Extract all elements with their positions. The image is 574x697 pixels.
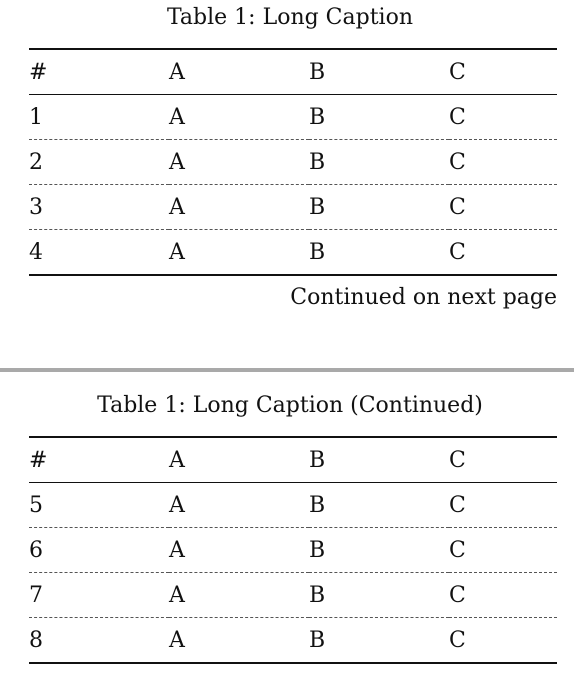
column-header-b: B: [309, 59, 326, 85]
table-caption: Table 1: Long Caption: [166, 5, 414, 30]
cell-number: 2: [29, 149, 43, 175]
cell-b: B: [309, 582, 326, 608]
table-row: [29, 483, 557, 528]
cell-a: A: [169, 239, 185, 265]
cell-c: C: [449, 104, 466, 130]
cell-a: A: [169, 627, 185, 653]
cell-b: B: [309, 239, 326, 265]
cell-number: 7: [29, 582, 43, 608]
cell-a: A: [169, 582, 185, 608]
cell-c: C: [449, 194, 466, 220]
cell-number: 6: [29, 537, 43, 563]
cell-c: C: [449, 239, 466, 265]
table-row: [29, 618, 557, 664]
column-header-number: #: [29, 447, 48, 473]
cell-number: 1: [29, 104, 43, 130]
cell-b: B: [309, 492, 326, 518]
table-row: [29, 230, 557, 276]
table-row: [29, 95, 557, 140]
cell-c: C: [449, 582, 466, 608]
data-table: [29, 436, 557, 664]
cell-b: B: [309, 104, 326, 130]
data-table: [29, 48, 557, 276]
column-header-b: B: [309, 447, 326, 473]
table-row: [29, 140, 557, 185]
table-row: [29, 528, 557, 573]
cell-number: 3: [29, 194, 43, 220]
cell-b: B: [309, 627, 326, 653]
column-header-c: C: [449, 59, 466, 85]
cell-c: C: [449, 149, 466, 175]
cell-b: B: [309, 537, 326, 563]
cell-number: 4: [29, 239, 43, 265]
page-2: [0, 372, 574, 697]
continued-note: Continued on next page: [290, 285, 557, 310]
cell-a: A: [169, 104, 185, 130]
cell-b: B: [309, 194, 326, 220]
column-header-number: #: [29, 59, 48, 85]
column-header-a: A: [169, 59, 185, 85]
cell-number: 5: [29, 492, 43, 518]
cell-c: C: [449, 492, 466, 518]
column-header-c: C: [449, 447, 466, 473]
cell-c: C: [449, 537, 466, 563]
table-row: [29, 573, 557, 618]
cell-c: C: [449, 627, 466, 653]
cell-a: A: [169, 492, 185, 518]
cell-a: A: [169, 537, 185, 563]
table-caption: Table 1: Long Caption (Continued): [97, 393, 483, 418]
cell-number: 8: [29, 627, 43, 653]
cell-a: A: [169, 149, 185, 175]
column-header-a: A: [169, 447, 185, 473]
table-row: [29, 185, 557, 230]
table-header-row: [29, 437, 557, 483]
cell-b: B: [309, 149, 326, 175]
cell-a: A: [169, 194, 185, 220]
table-header-row: [29, 49, 557, 95]
